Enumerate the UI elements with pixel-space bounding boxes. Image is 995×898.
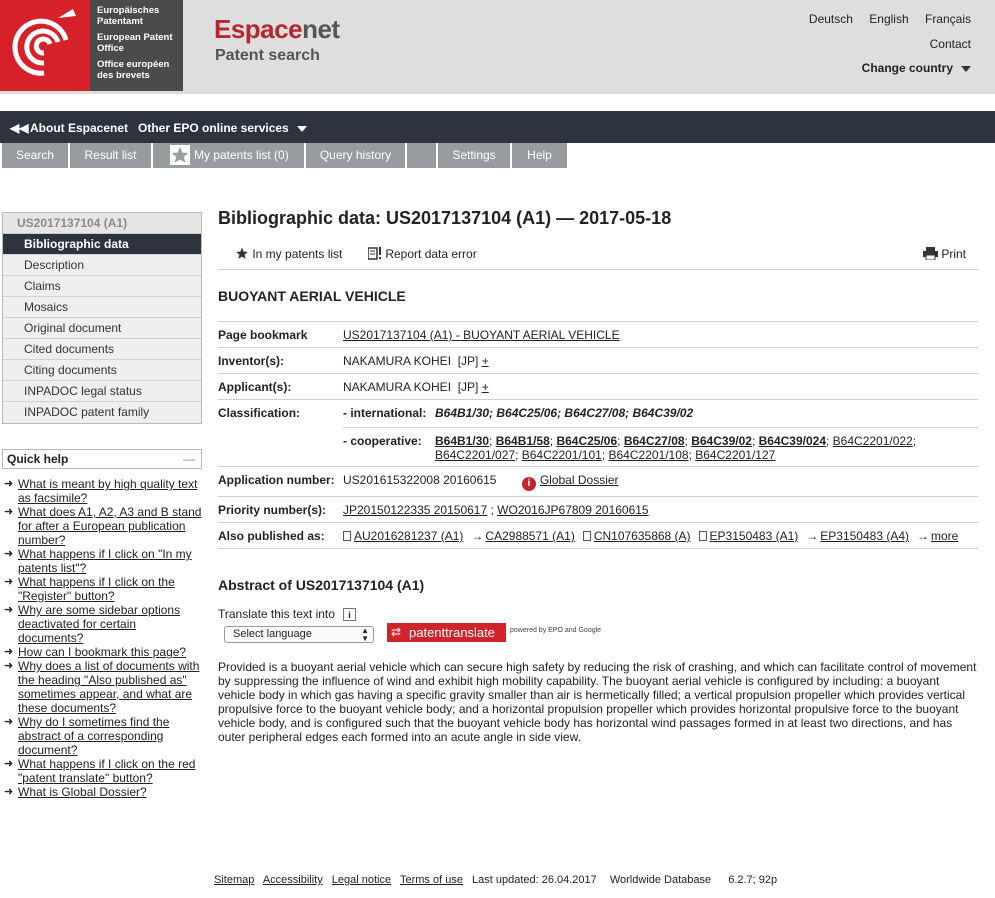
document-sidebar — [2, 212, 202, 424]
patent-translate-label: patenttranslate — [409, 625, 496, 640]
brand-subtitle: Patent search — [215, 47, 320, 64]
priority-number-link[interactable]: JP20150122335 20150617 — [343, 503, 488, 517]
tab-settings[interactable]: Settings — [438, 143, 511, 168]
document-icon — [583, 531, 591, 541]
site-header — [0, 0, 995, 94]
sidebar-item-inpadoc-legal-status[interactable]: INPADOC legal status — [3, 381, 201, 402]
help-item[interactable] — [2, 659, 202, 715]
sidebar-item-claims[interactable]: Claims — [3, 276, 201, 297]
inventor-expand-button[interactable]: + — [481, 354, 489, 368]
arrow-right-icon: ➜ — [4, 646, 14, 658]
info-icon[interactable]: i — [343, 608, 356, 621]
sidebar-item-bibliographic-data[interactable]: Bibliographic data — [3, 234, 201, 255]
about-espacenet-link[interactable]: About Espacenet — [30, 121, 129, 135]
help-item[interactable] — [2, 505, 202, 547]
document-icon — [343, 531, 351, 541]
quick-help-title: Quick help — [7, 452, 69, 466]
language-links — [796, 12, 971, 26]
label-priority-numbers: Priority number(s): — [218, 503, 327, 517]
main-tabs — [0, 143, 995, 168]
chevron-down-icon — [297, 126, 307, 132]
also-published-link[interactable]: EP3150483 (A1) — [709, 529, 799, 543]
help-item[interactable] — [2, 575, 202, 603]
international-codes: B64B1/30; B64C25/06; B64C27/08; B64C39/02 — [435, 406, 694, 420]
footer-link-accessibility[interactable]: Accessibility — [262, 874, 323, 886]
footer-version: 6.2.7; 92p — [728, 874, 778, 886]
also-published-list — [343, 529, 978, 543]
label-application-number: Application number: — [218, 473, 335, 487]
cooperative-code-link[interactable]: B64C2201/101 — [521, 448, 602, 462]
inventor-country: [JP] — [457, 354, 479, 368]
global-dossier-label[interactable]: Global Dossier — [539, 473, 619, 487]
print-button[interactable] — [923, 247, 966, 261]
document-title: BUOYANT AERIAL VEHICLE — [218, 288, 406, 304]
row-application-number — [218, 467, 978, 497]
arrow-right-icon: → — [917, 529, 930, 543]
brand-right: net — [302, 14, 340, 44]
cooperative-code-link[interactable]: B64B1/58 — [495, 434, 550, 448]
arrow-right-icon: ➜ — [4, 576, 14, 588]
also-published-link[interactable]: AU2016281237 (A1) — [354, 529, 464, 543]
change-country-label: Change country — [861, 61, 953, 75]
arrow-right-icon: ➜ — [4, 604, 14, 616]
abstract-heading: Abstract of US2017137104 (A1) — [218, 577, 425, 593]
sidebar-doc-id: US2017137104 (A1) — [3, 213, 201, 234]
tab-spacer — [407, 143, 437, 168]
abstract-text: Provided is a buoyant aerial vehicle which can secure high safety by reducing the risk of crashing, and which can facilitate control of movement by suppressing the influence of wind and exhibit high mobility capability. The buoyant aerial vehicle is configured by including: a buoyant vehicle body in which gas having a specific gravity smaller than air is hermetically filled; a vertical propulsion propeller which provides vertical propulsive force to the buoyant vehicle body; and a horizontal propulsion propeller which provides horizontal propulsive force to the buoyant vehicle body, and is configured such that the buoyant vehicle body has horizontal wind passages formed in at least two directions, and has outer peripheral edges each formed into an acute angle in side view. — [218, 660, 977, 744]
page-bookmark-link[interactable]: US2017137104 (A1) - BUOYANT AERIAL VEHICLE — [343, 328, 620, 342]
cooperative-codes: B64B1/30; B64B1/58; B64C25/06; B64C27/08; B64C39/02; B64C39/024; B64C2201/022; B64C2201/027; B64C2201/101; B64C2201/108; B64C2201/127 — [435, 434, 917, 462]
report-data-error-button[interactable] — [368, 247, 477, 261]
powered-by-text: powered by EPO and Google — [510, 627, 602, 634]
collapse-icon[interactable]: — — [183, 452, 195, 466]
document-icon — [699, 531, 707, 541]
bibliographic-table — [218, 321, 978, 549]
row-page-bookmark — [218, 322, 978, 348]
epo-logo-text — [90, 0, 183, 91]
help-link[interactable]: What is Global Dossier? — [18, 785, 147, 799]
arrow-right-icon: ➜ — [4, 506, 14, 518]
sidebar-item-description[interactable]: Description — [3, 255, 201, 276]
row-also-published — [218, 523, 978, 549]
footer-link-terms-of-use[interactable]: Terms of use — [399, 874, 463, 886]
tab-help[interactable]: Help — [512, 143, 568, 168]
inventor-name: NAKAMURA KOHEI — [343, 354, 452, 368]
report-data-error-label: Report data error — [385, 247, 477, 261]
quick-help-panel — [2, 449, 202, 799]
also-published-link[interactable]: more — [931, 529, 959, 543]
row-priority-numbers: Priority number(s): JP20150122335 20150617 ; WO2016JP67809 20160615 — [218, 497, 978, 523]
cooperative-code-link[interactable]: B64C27/08 — [623, 434, 685, 448]
arrow-right-icon: ➜ — [4, 660, 14, 672]
language-select-value: Select language — [233, 628, 312, 640]
label-classification: Classification: — [218, 406, 301, 420]
tab-my-patents[interactable] — [153, 143, 305, 168]
translate-arrows-icon: ⇄ — [391, 625, 402, 639]
label-applicants: Applicant(s): — [218, 380, 292, 394]
quick-help-header[interactable] — [2, 449, 202, 469]
translate-label: Translate this text into — [218, 607, 335, 621]
cooperative-code-link[interactable]: B64C2201/127 — [695, 448, 776, 462]
classification-cooperative — [343, 428, 978, 466]
row-classification — [218, 400, 978, 467]
help-link[interactable]: Why are some sidebar options deactivated for certain documents? — [18, 603, 181, 645]
logo-line-de: Europäisches Patentamt — [97, 5, 160, 27]
arrow-right-icon: ➜ — [4, 786, 14, 798]
also-published-item[interactable] — [917, 529, 958, 543]
row-applicants — [218, 374, 978, 400]
also-published-link[interactable]: CN107635868 (A) — [593, 529, 691, 543]
label-also-published: Also published as: — [218, 529, 325, 543]
footer-link-legal-notice[interactable]: Legal notice — [331, 874, 392, 886]
help-link[interactable]: What is meant by high quality text as facsimile? — [18, 477, 198, 505]
contact-link[interactable]: Contact — [929, 37, 971, 51]
label-cooperative: - cooperative: — [343, 434, 422, 448]
info-icon: i — [522, 477, 536, 491]
help-item[interactable] — [2, 645, 202, 659]
sidebar-item-inpadoc-patent-family[interactable]: INPADOC patent family — [3, 402, 201, 423]
applicant-country: [JP] — [457, 380, 479, 394]
help-link[interactable]: Why does a list of documents with the heading "Also published as" sometimes appear, and what are these documents? — [18, 659, 200, 715]
arrow-right-icon: → — [471, 529, 484, 543]
other-epo-services-label: Other EPO online services — [138, 121, 289, 135]
sidebar-item-cited-documents[interactable]: Cited documents — [3, 339, 201, 360]
cooperative-code-link[interactable]: B64C2201/022 — [832, 434, 913, 448]
also-published-item[interactable] — [806, 529, 909, 543]
arrow-right-icon: ➜ — [4, 478, 14, 490]
document-toolbar — [218, 235, 978, 270]
arrow-right-icon: ➜ — [4, 548, 14, 560]
help-link[interactable]: What happens if I click on "In my patents list"? — [18, 547, 192, 575]
lang-english[interactable]: English — [869, 12, 909, 26]
also-published-item[interactable] — [583, 529, 691, 543]
cooperative-code-link[interactable]: B64C2201/027 — [435, 448, 516, 462]
tab-search[interactable]: Search — [2, 143, 69, 168]
applicant-name: NAKAMURA KOHEI — [343, 380, 452, 394]
also-published-item[interactable] — [343, 529, 463, 543]
cooperative-code-link[interactable]: B64B1/30 — [435, 434, 490, 448]
quick-help-list — [2, 477, 202, 799]
tab-query-history[interactable]: Query history — [306, 143, 406, 168]
classification-international — [343, 406, 978, 428]
footer-last-updated: Last updated: 26.04.2017 — [472, 874, 597, 886]
help-item[interactable] — [2, 785, 202, 799]
cooperative-code-link[interactable]: B64C39/024 — [758, 434, 826, 448]
row-inventors — [218, 348, 978, 374]
label-page-bookmark: Page bookmark — [218, 328, 308, 342]
lang-francais[interactable]: Français — [924, 12, 971, 26]
cooperative-code-link[interactable]: B64C39/02 — [691, 434, 752, 448]
epo-logo[interactable] — [0, 0, 183, 91]
select-arrows-icon: ▲ ▼ — [361, 626, 369, 643]
sidebar-item-mosaics[interactable]: Mosaics — [3, 297, 201, 318]
cooperative-code-link[interactable]: B64C25/06 — [556, 434, 618, 448]
translate-section — [218, 607, 978, 647]
star-icon — [170, 145, 190, 165]
help-link[interactable]: Why do I sometimes find the abstract of a corresponding document? — [18, 715, 170, 757]
language-select[interactable] — [224, 626, 374, 643]
help-link[interactable]: What happens if I click on the red "patent translate" button? — [18, 757, 196, 785]
collapse-arrows-icon[interactable]: ◀◀ — [10, 121, 29, 135]
footer-database: Worldwide Database — [609, 874, 712, 886]
help-item[interactable] — [2, 477, 202, 505]
print-label: Print — [941, 247, 966, 261]
footer-link-sitemap[interactable]: Sitemap — [214, 874, 255, 886]
sidebar-item-citing-documents[interactable]: Citing documents — [3, 360, 201, 381]
also-published-link[interactable]: EP3150483 (A4) — [820, 529, 910, 543]
epo-logo-icon — [0, 0, 90, 91]
also-published-item[interactable] — [699, 529, 799, 543]
in-my-patents-label: In my patents list — [252, 247, 343, 261]
applicant-expand-button[interactable]: + — [481, 380, 489, 394]
label-international: - international: — [343, 406, 427, 420]
help-item[interactable] — [2, 715, 202, 757]
tab-my-patents-label: My patents list (0) — [194, 148, 289, 162]
printer-icon — [923, 247, 938, 260]
chevron-down-icon — [961, 66, 971, 72]
page-footer — [214, 874, 783, 886]
other-epo-services-menu[interactable] — [138, 121, 307, 135]
help-link[interactable]: How can I bookmark this page? — [18, 645, 187, 659]
arrow-right-icon: ➜ — [4, 758, 14, 770]
also-published-item[interactable] — [471, 529, 574, 543]
sidebar-item-original-document[interactable]: Original document — [3, 318, 201, 339]
brand-left: Espace — [214, 14, 303, 44]
patent-translate-button[interactable] — [387, 623, 506, 642]
global-dossier-link[interactable] — [522, 473, 619, 487]
help-link[interactable]: What does A1, A2, A3 and B stand for after a European publication number? — [18, 505, 202, 547]
priority-number-link[interactable]: WO2016JP67809 20160615 — [497, 503, 649, 517]
main-content — [218, 206, 978, 744]
service-bar — [0, 111, 995, 143]
report-error-icon — [368, 247, 382, 260]
page-title: Bibliographic data: US2017137104 (A1) — 2017-05-18 — [218, 208, 672, 228]
help-item[interactable] — [2, 757, 202, 785]
help-link[interactable]: What happens if I click on the "Register" button? — [18, 575, 175, 603]
application-number-value: US201615322008 20160615 — [343, 473, 497, 487]
tab-result-list[interactable]: Result list — [70, 143, 152, 168]
help-item[interactable] — [2, 603, 202, 645]
help-item[interactable] — [2, 547, 202, 575]
label-inventors: Inventor(s): — [218, 354, 284, 368]
arrow-right-icon: ➜ — [4, 716, 14, 728]
espacenet-brand[interactable] — [214, 14, 340, 45]
logo-line-en: European Patent Office — [97, 32, 173, 54]
in-my-patents-button[interactable] — [235, 247, 342, 261]
change-country-dropdown[interactable] — [862, 61, 971, 75]
lang-deutsch[interactable]: Deutsch — [808, 12, 853, 26]
also-published-link[interactable]: CA2988571 (A1) — [485, 529, 575, 543]
logo-line-fr: Office européen des brevets — [97, 59, 170, 81]
star-icon — [235, 247, 249, 260]
arrow-right-icon: → — [806, 529, 819, 543]
cooperative-code-link[interactable]: B64C2201/108 — [608, 448, 689, 462]
